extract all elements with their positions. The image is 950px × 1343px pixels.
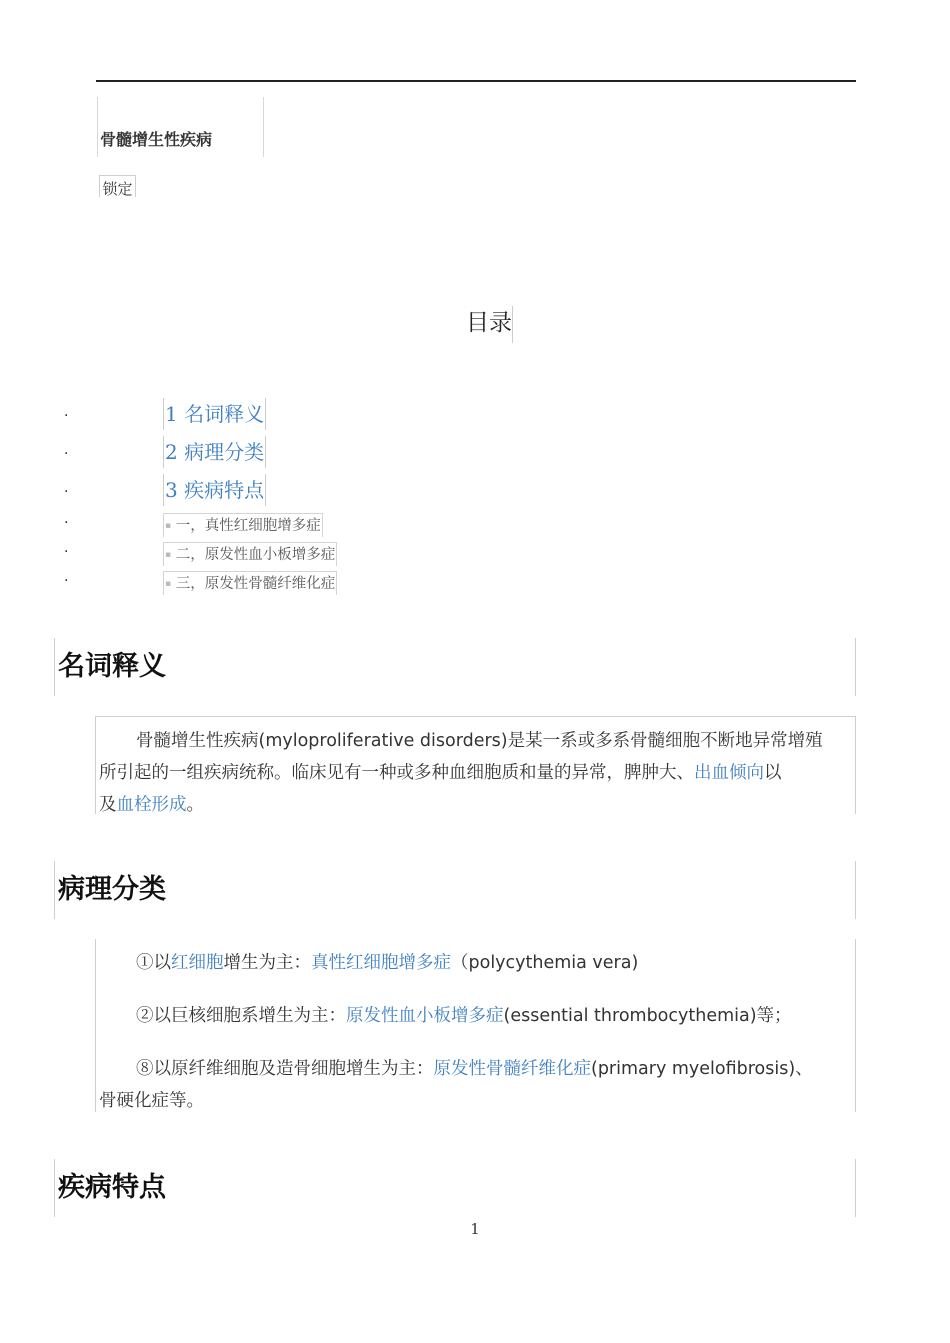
toc-sublink-label: 三，原发性骨髓纤维化症 [175,576,336,592]
toc-sublink-label: 一，真性红细胞增多症 [175,518,321,534]
toc-link-features[interactable]: 3 疾病特点 [163,474,266,506]
lock-button[interactable]: 锁定 [99,175,136,197]
text-run: 是某一系或多系骨髓细胞不断地异常增殖 [507,731,823,751]
link-thrombosis[interactable]: 血栓形成 [116,795,187,815]
classification-item-continued [99,1087,204,1112]
toc-heading: 目录 [466,306,513,343]
toc-bullet: · [64,544,69,560]
paragraph-line [136,727,823,752]
toc-link-definition[interactable]: 1 名词释义 [163,398,266,430]
paragraph-line [99,791,204,816]
text-run: ⑧以原纤维细胞及造骨细胞增生为主： [136,1059,434,1079]
toc-sublink-polycythemia[interactable] [163,513,323,537]
paragraph-line [99,759,782,784]
link-essential-thrombocythemia[interactable]: 原发性血小板增多症 [346,1006,504,1026]
text-run: (primary myelofibrosis) [591,1059,796,1079]
link-red-blood-cell[interactable]: 红细胞 [171,953,224,973]
toc-sublink-label: 二，原发性血小板增多症 [175,547,336,563]
text-run: （ [451,953,469,973]
toc-bullet: · [64,515,69,531]
definition-paragraph [95,716,856,814]
section-heading-classification [54,861,856,919]
text-run: ①以 [136,953,171,973]
page-number: 1 [470,1220,480,1238]
text-run: 等； [756,1006,792,1026]
toc-bullet: · [64,408,69,424]
text-run: (myloproliferative disorders) [258,731,508,751]
toc-sublink-thrombocythemia[interactable] [163,542,337,566]
text-run: (essential thrombocythemia) [503,1006,757,1026]
top-rule [96,80,856,82]
text-run: ②以巨核细胞系增生为主： [136,1006,346,1026]
section-heading-text: 病理分类 [58,874,166,905]
link-primary-myelofibrosis[interactable]: 原发性骨髓纤维化症 [433,1059,591,1079]
section-heading-definition [54,638,856,696]
sub-bullet-icon: ▪ [165,521,172,531]
sub-bullet-icon: ▪ [165,579,172,589]
text-run: 。 [186,795,204,815]
text-run: 骨硬化症等。 [99,1091,204,1111]
toc-sublink-myelofibrosis[interactable] [163,571,337,595]
section-heading-features [54,1159,856,1217]
toc-bullet: · [64,484,69,500]
section-heading-text: 疾病特点 [58,1172,166,1203]
link-polycythemia-vera[interactable]: 真性红细胞增多症 [311,953,451,973]
text-run: 所引起的一组疾病统称。临床见有一种或多种血细胞质和量的异常，脾肿大、 [99,763,694,783]
section-heading-text: 名词释义 [58,651,166,682]
classification-item [136,1002,792,1027]
text-run: 及 [99,795,117,815]
toc-bullet: · [64,573,69,589]
text-run: 、 [795,1059,813,1079]
sub-bullet-icon: ▪ [165,550,172,560]
classification-item [136,949,638,974]
document-title: 骨髓增生性疾病 [100,130,213,149]
text-run: 增生为主： [223,953,311,973]
text-run: 以 [764,763,782,783]
toc-bullet: · [64,446,69,462]
title-box [97,97,264,157]
toc-link-classification[interactable]: 2 病理分类 [163,436,266,468]
link-bleeding-tendency[interactable]: 出血倾向 [694,763,764,783]
text-run: polycythemia vera) [468,953,639,973]
text-run: 骨髓增生性疾病 [136,731,259,751]
classification-item [136,1055,813,1080]
classification-list [95,939,856,1112]
